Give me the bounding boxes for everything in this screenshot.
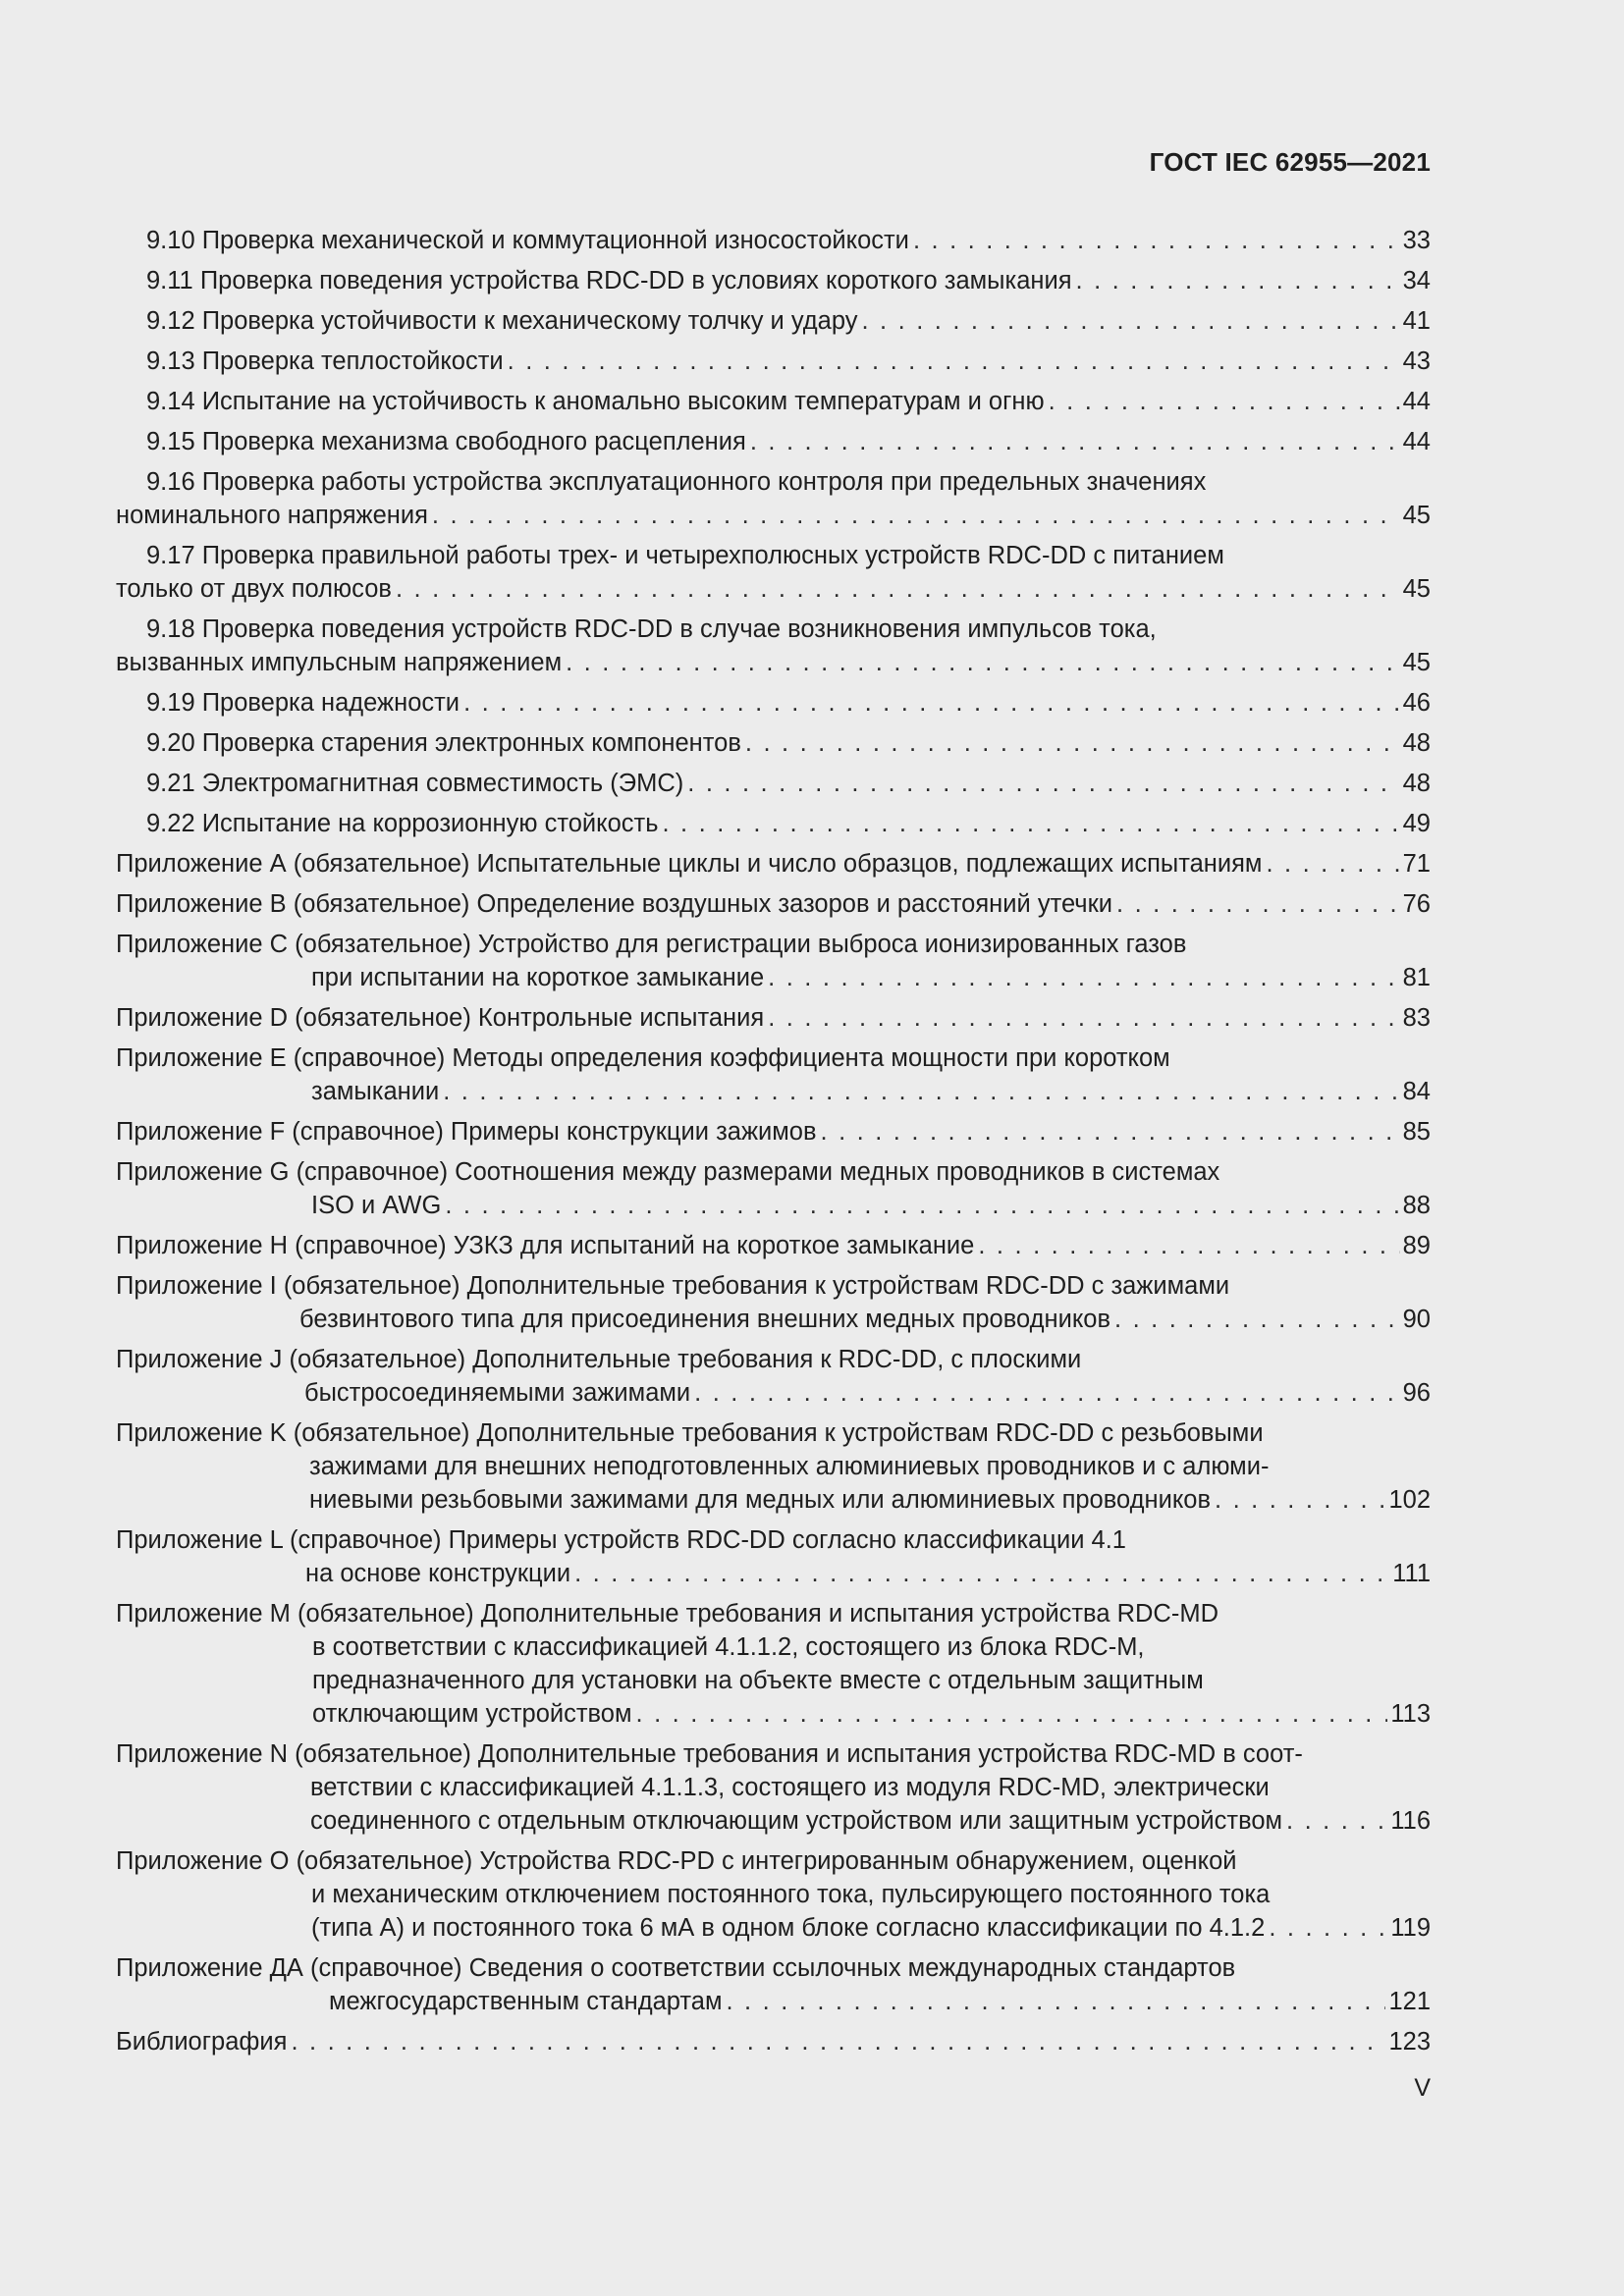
toc-entry[interactable] xyxy=(116,767,1431,800)
toc-page-number: 34 xyxy=(1402,267,1431,294)
dot-leader xyxy=(1076,264,1400,297)
toc-entry-text: Приложение L (справочное) Примеры устройств RDC-DD согласно классификации 4.1 xyxy=(116,1526,1126,1554)
toc-entry-text: соединенного с отдельным отключающим устройством или защитным устройством xyxy=(310,1807,1283,1835)
toc-page-number: 43 xyxy=(1402,347,1431,375)
toc-entry[interactable] xyxy=(116,1737,1431,1838)
toc-entry-text: 9.15 Проверка механизма свободного расцепления xyxy=(146,428,746,455)
toc-entry-text: при испытании на короткое замыкание xyxy=(311,964,765,991)
toc-entry-text: ветствии с классификацией 4.1.1.3, состоящего из модуля RDC-MD, электрически xyxy=(310,1774,1270,1801)
dot-leader xyxy=(745,726,1400,760)
toc-entry-text: 9.12 Проверка устойчивости к механическому толчку и удару xyxy=(146,307,858,335)
toc-page-number: 48 xyxy=(1402,729,1431,757)
toc-entry[interactable] xyxy=(116,385,1431,418)
toc-entry-text: Приложение С (обязательное) Устройство для регистрации выброса ионизированных газов xyxy=(116,931,1187,958)
toc-entry-text: 9.22 Испытание на коррозионную стойкость xyxy=(146,810,659,837)
toc-page-number: 85 xyxy=(1402,1118,1431,1146)
table-of-contents xyxy=(116,224,1431,2065)
toc-entry-text: Приложение М (обязательное) Дополнительные требования и испытания устройства RDC-MD xyxy=(116,1600,1218,1628)
toc-entry-text: Приложение G (справочное) Соотношения между размерами медных проводников в системах xyxy=(116,1158,1220,1186)
toc-entry-text: отключающим устройством xyxy=(312,1700,632,1728)
toc-entry-text: 9.17 Проверка правильной работы трех- и четырехполюсных устройств RDC-DD с питанием xyxy=(146,542,1224,569)
toc-page-number: 33 xyxy=(1402,227,1431,254)
toc-entry-text: 9.21 Электромагнитная совместимость (ЭМС) xyxy=(146,770,684,797)
toc-entry-text: Приложение О (обязательное) Устройства RDC-PD с интегрированным обнаружением, оценкой xyxy=(116,1847,1237,1875)
toc-entry-text: зажимами для внешних неподготовленных алюминиевых проводников и с алюми- xyxy=(309,1453,1270,1480)
dot-leader xyxy=(861,304,1399,338)
dot-leader xyxy=(913,224,1400,257)
dot-leader xyxy=(432,499,1400,532)
toc-entry-text: ниевыми резьбовыми зажимами для медных или алюминиевых проводников xyxy=(309,1486,1211,1514)
toc-page-number: 45 xyxy=(1402,649,1431,676)
toc-entry[interactable] xyxy=(116,1229,1431,1262)
dot-leader xyxy=(687,767,1399,800)
toc-entry-text: на основе конструкции xyxy=(305,1560,571,1587)
toc-page-number: 102 xyxy=(1388,1486,1431,1514)
toc-page-number: 121 xyxy=(1388,1988,1431,2015)
toc-entry[interactable] xyxy=(116,887,1431,921)
toc-entry-text: только от двух полюсов xyxy=(116,575,392,603)
page-footer xyxy=(0,2074,1431,2103)
toc-entry[interactable] xyxy=(116,847,1431,881)
toc-entry[interactable] xyxy=(116,224,1431,257)
toc-entry-text: предназначенного для установки на объекте вместе с отдельным защитным xyxy=(312,1667,1204,1694)
toc-entry-text: 9.13 Проверка теплостойкости xyxy=(146,347,504,375)
toc-entry-text: Приложение N (обязательное) Дополнительные требования и испытания устройства RDC-MD в соот- xyxy=(116,1740,1303,1768)
dot-leader xyxy=(694,1376,1399,1410)
toc-page-number: 44 xyxy=(1402,428,1431,455)
toc-entry[interactable] xyxy=(116,1597,1431,1731)
toc-entry-text: номинального напряжения xyxy=(116,502,428,529)
toc-entry-text: Приложение I (обязательное) Дополнительные требования к устройствам RDC-DD с зажимами xyxy=(116,1272,1230,1300)
toc-entry-text: Приложение J (обязательное) Дополнительные требования к RDC-DD, с плоскими xyxy=(116,1346,1082,1373)
dot-leader xyxy=(726,1985,1385,2018)
dot-leader xyxy=(291,2025,1385,2058)
toc-entry-text: Приложение D (обязательное) Контрольные испытания xyxy=(116,1004,765,1032)
toc-entry[interactable] xyxy=(116,1155,1431,1222)
toc-entry[interactable] xyxy=(116,686,1431,720)
toc-entry[interactable] xyxy=(116,539,1431,606)
toc-page-number: 90 xyxy=(1402,1306,1431,1333)
dot-leader xyxy=(443,1075,1399,1108)
toc-page-number: 89 xyxy=(1402,1232,1431,1259)
dot-leader xyxy=(566,646,1400,679)
toc-entry-text: Приложение F (справочное) Примеры конструкции зажимов xyxy=(116,1118,817,1146)
toc-entry[interactable] xyxy=(116,807,1431,840)
toc-entry-text: 9.11 Проверка поведения устройства RDC-DD в условиях короткого замыкания xyxy=(146,267,1072,294)
toc-entry[interactable] xyxy=(116,1115,1431,1148)
toc-entry[interactable] xyxy=(116,2025,1431,2058)
toc-entry[interactable] xyxy=(116,264,1431,297)
toc-page-number: 44 xyxy=(1402,388,1431,415)
toc-entry-text: 9.16 Проверка работы устройства эксплуатационного контроля при предельных значениях xyxy=(146,468,1207,496)
dot-leader xyxy=(750,425,1400,458)
toc-page-number: 46 xyxy=(1402,689,1431,717)
dot-leader xyxy=(821,1115,1400,1148)
toc-entry-text: (типа А) и постоянного тока 6 мА в одном блоке согласно классификации по 4.1.2 xyxy=(311,1914,1266,1942)
document-id: ГОСТ IEC 62955—2021 xyxy=(1149,147,1431,177)
toc-page-number: 84 xyxy=(1402,1078,1431,1105)
dot-leader xyxy=(662,807,1399,840)
toc-page-number: 49 xyxy=(1402,810,1431,837)
toc-page-number: 88 xyxy=(1402,1192,1431,1219)
toc-entry-text: ISO и AWG xyxy=(311,1192,442,1219)
toc-entry[interactable] xyxy=(116,726,1431,760)
toc-entry-text: вызванных импульсным напряжением xyxy=(116,649,563,676)
toc-page-number: 45 xyxy=(1402,502,1431,529)
toc-page-number: 111 xyxy=(1392,1560,1431,1587)
toc-entry-text: безвинтового типа для присоединения внешних медных проводников xyxy=(299,1306,1110,1333)
dot-leader xyxy=(574,1557,1389,1590)
dot-leader xyxy=(1114,1303,1400,1336)
toc-entry-text: Приложение Е (справочное) Методы определения коэффициента мощности при коротком xyxy=(116,1044,1170,1072)
toc-page-number: 96 xyxy=(1402,1379,1431,1407)
toc-entry-text: в соответствии с классификацией 4.1.1.2, состоящего из блока RDC-M, xyxy=(312,1633,1145,1661)
dot-leader xyxy=(1266,847,1399,881)
toc-page-number: 71 xyxy=(1402,850,1431,878)
toc-entry[interactable] xyxy=(116,1951,1431,2018)
toc-entry[interactable] xyxy=(116,1416,1431,1517)
toc-entry-text: и механическим отключением постоянного тока, пульсирующего постоянного тока xyxy=(311,1881,1271,1908)
toc-page-number: 81 xyxy=(1402,964,1431,991)
dot-leader xyxy=(445,1189,1399,1222)
toc-page-number: 123 xyxy=(1388,2028,1431,2056)
dot-leader xyxy=(1215,1483,1385,1517)
toc-entry-text: 9.14 Испытание на устойчивость к аномально высоким температурам и огню xyxy=(146,388,1045,415)
toc-entry[interactable] xyxy=(116,1343,1431,1410)
toc-entry[interactable] xyxy=(116,304,1431,338)
toc-page-number: 113 xyxy=(1390,1700,1431,1728)
dot-leader xyxy=(768,961,1399,994)
dot-leader xyxy=(1286,1804,1387,1838)
toc-page-number: 48 xyxy=(1402,770,1431,797)
dot-leader xyxy=(1049,385,1400,418)
document-header xyxy=(0,147,1431,178)
toc-entry-text: 9.19 Проверка надежности xyxy=(146,689,460,717)
toc-entry[interactable] xyxy=(116,1269,1431,1336)
toc-entry-text: Приложение А (обязательное) Испытательные циклы и число образцов, подлежащих испытаниям xyxy=(116,850,1263,878)
toc-entry[interactable] xyxy=(116,1523,1431,1590)
dot-leader xyxy=(978,1229,1399,1262)
toc-entry-text: 9.10 Проверка механической и коммутационной износостойкости xyxy=(146,227,909,254)
toc-entry-text: Приложение В (обязательное) Определение воздушных зазоров и расстояний утечки xyxy=(116,890,1112,918)
dot-leader xyxy=(1269,1911,1387,1945)
toc-entry-text: Приложение Н (справочное) УЗКЗ для испытаний на короткое замыкание xyxy=(116,1232,975,1259)
toc-entry[interactable] xyxy=(116,1844,1431,1945)
toc-page-number: 41 xyxy=(1402,307,1431,335)
page-number: V xyxy=(1414,2074,1431,2102)
toc-page-number: 116 xyxy=(1390,1807,1431,1835)
toc-entry-text: замыкании xyxy=(311,1078,440,1105)
toc-entry-text: Приложение ДА (справочное) Сведения о соответствии ссылочных международных стандартов xyxy=(116,1954,1236,1982)
toc-entry-text: 9.20 Проверка старения электронных компонентов xyxy=(146,729,741,757)
toc-entry[interactable] xyxy=(116,613,1431,679)
dot-leader xyxy=(768,1001,1399,1035)
toc-page-number: 83 xyxy=(1402,1004,1431,1032)
toc-entry[interactable] xyxy=(116,425,1431,458)
toc-entry-text: Библиография xyxy=(116,2028,288,2056)
toc-entry[interactable] xyxy=(116,928,1431,994)
dot-leader xyxy=(636,1697,1388,1731)
toc-entry[interactable] xyxy=(116,465,1431,532)
dot-leader xyxy=(508,345,1400,378)
toc-entry-text: 9.18 Проверка поведения устройств RDC-DD в случае возникновения импульсов тока, xyxy=(146,615,1157,643)
dot-leader xyxy=(396,572,1400,606)
toc-entry[interactable] xyxy=(116,345,1431,378)
toc-entry-text: межгосударственным стандартам xyxy=(329,1988,723,2015)
dot-leader xyxy=(463,686,1400,720)
toc-page-number: 119 xyxy=(1390,1914,1431,1942)
toc-page-number: 45 xyxy=(1402,575,1431,603)
dot-leader xyxy=(1116,887,1400,921)
toc-entry-text: Приложение K (обязательное) Дополнительные требования к устройствам RDC-DD с резьбовыми xyxy=(116,1419,1264,1447)
toc-entry[interactable] xyxy=(116,1041,1431,1108)
toc-entry-text: быстросоединяемыми зажимами xyxy=(304,1379,691,1407)
toc-page-number: 76 xyxy=(1402,890,1431,918)
toc-entry[interactable] xyxy=(116,1001,1431,1035)
